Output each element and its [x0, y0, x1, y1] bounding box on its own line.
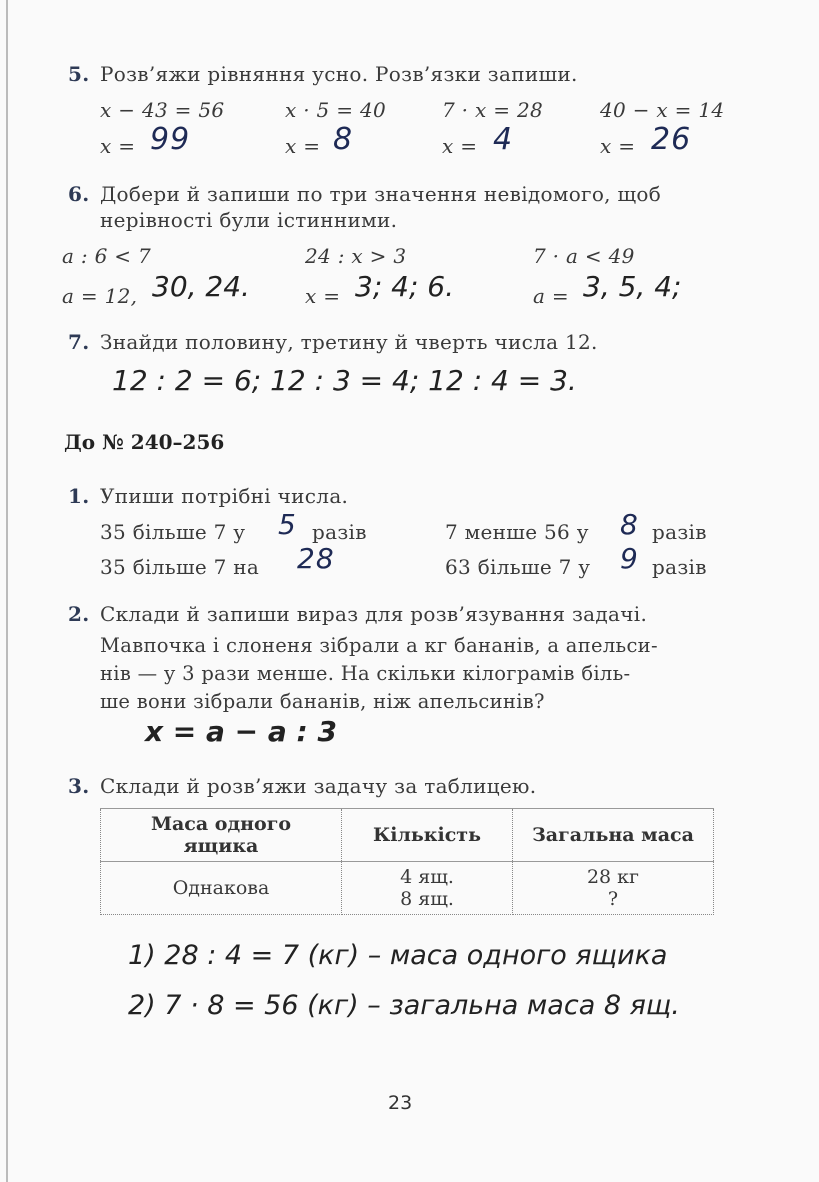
task7-answer: 12 : 2 = 6; 12 : 3 = 4; 12 : 4 = 3. — [112, 364, 577, 397]
task5-eq-2: x · 5 = 40 — [285, 98, 386, 122]
task7-prompt: Знайди половину, третину й чверть числа 12. — [100, 330, 598, 354]
task6-ineq-1: a : 6 < 7 — [62, 244, 151, 268]
task6-answer-1: 30, 24. — [152, 270, 250, 303]
task5-number: 5. — [68, 62, 90, 86]
s1-row1-ans-a: 5 — [278, 508, 297, 541]
s1-row2-text-b: 63 більше 7 у — [445, 555, 591, 579]
table-cell-qty — [342, 862, 513, 915]
task5-prompt: Розв’яжи рівняння усно. Розв’язки запиши. — [100, 62, 578, 86]
task5-lhs-1: x = — [100, 134, 136, 158]
task6-prompt-line2: нерівності були істинними. — [100, 208, 398, 232]
s2-problem-line1: Мавпочка і слоненя зібрали a кг бананів, а апельси- — [100, 634, 658, 657]
s2-number: 2. — [68, 602, 90, 626]
s1-row2-text-a: 35 більше 7 на — [100, 555, 260, 579]
s1-row1-text-a: 35 більше 7 у — [100, 520, 246, 544]
task5-eq-4: 40 − x = 14 — [600, 98, 725, 122]
page-number: 23 — [388, 1092, 413, 1114]
table-cell-total — [513, 862, 714, 915]
s1-row1-tail-b: разів — [652, 520, 707, 544]
task6-number: 6. — [68, 182, 90, 206]
s2-problem-line2: нів — у 3 рази менше. На скільки кілограмів біль- — [100, 662, 631, 685]
s2-prompt: Склади й запиши вираз для розв’язування задачі. — [100, 602, 648, 626]
section-title: До № 240–256 — [64, 430, 225, 454]
s1-row1-tail-a: разів — [312, 520, 367, 544]
task6-lhs-1: a = 12, — [62, 284, 138, 308]
task5-answer-4: 26 — [651, 122, 692, 157]
s1-number: 1. — [68, 484, 90, 508]
task6-lhs-3: a = — [533, 284, 569, 308]
task6-ineq-2: 24 : x > 3 — [305, 244, 407, 268]
table-header-count: Кількість — [342, 809, 513, 862]
task5-answer-2: 8 — [333, 122, 354, 157]
page-spine — [6, 0, 8, 1182]
s1-row2-tail-b: разів — [652, 555, 707, 579]
s1-row1-ans-b: 8 — [620, 508, 639, 541]
s1-row2-ans-b: 9 — [620, 542, 639, 575]
s1-prompt: Упиши потрібні числа. — [100, 484, 349, 508]
table-header-total: Загальна маса — [513, 809, 714, 862]
task6-answer-3: 3, 5, 4; — [583, 270, 682, 303]
s1-row1-text-b: 7 менше 56 у — [445, 520, 589, 544]
s2-answer: x = a − a : 3 — [145, 715, 337, 748]
s1-row2-ans-a: 28 — [297, 542, 335, 575]
table-header-mass: Маса одного ящика — [101, 809, 342, 862]
task5-answer-3: 4 — [493, 122, 514, 157]
task5-eq-1: x − 43 = 56 — [100, 98, 225, 122]
s2-problem-line3: ше вони зібрали бананів, ніж апельсинів? — [100, 690, 545, 713]
qty-1: 4 ящ. — [400, 866, 454, 888]
table-cell-same: Однакова — [101, 862, 342, 915]
task5-lhs-3: x = — [442, 134, 478, 158]
task6-lhs-2: x = — [305, 284, 341, 308]
s3-number: 3. — [68, 774, 90, 798]
task6-ineq-3: 7 · a < 49 — [533, 244, 635, 268]
task6-answer-2: 3; 4; 6. — [355, 270, 455, 303]
data-table — [100, 808, 714, 915]
task6-prompt-line1: Добери й запиши по три значення невідомого, щоб — [100, 182, 662, 206]
total-2: ? — [607, 888, 619, 910]
qty-2: 8 ящ. — [400, 888, 454, 910]
task7-number: 7. — [68, 330, 90, 354]
task5-eq-3: 7 · x = 28 — [442, 98, 543, 122]
s3-solution-1: 1) 28 : 4 = 7 (кг) – маса одного ящика — [128, 940, 668, 971]
task5-lhs-2: x = — [285, 134, 321, 158]
s3-prompt: Склади й розв’яжи задачу за таблицею. — [100, 774, 537, 798]
total-1: 28 кг — [586, 866, 640, 888]
task5-answer-1: 99 — [150, 122, 191, 157]
s3-solution-2: 2) 7 · 8 = 56 (кг) – загальна маса 8 ящ. — [128, 990, 680, 1021]
task5-lhs-4: x = — [600, 134, 636, 158]
